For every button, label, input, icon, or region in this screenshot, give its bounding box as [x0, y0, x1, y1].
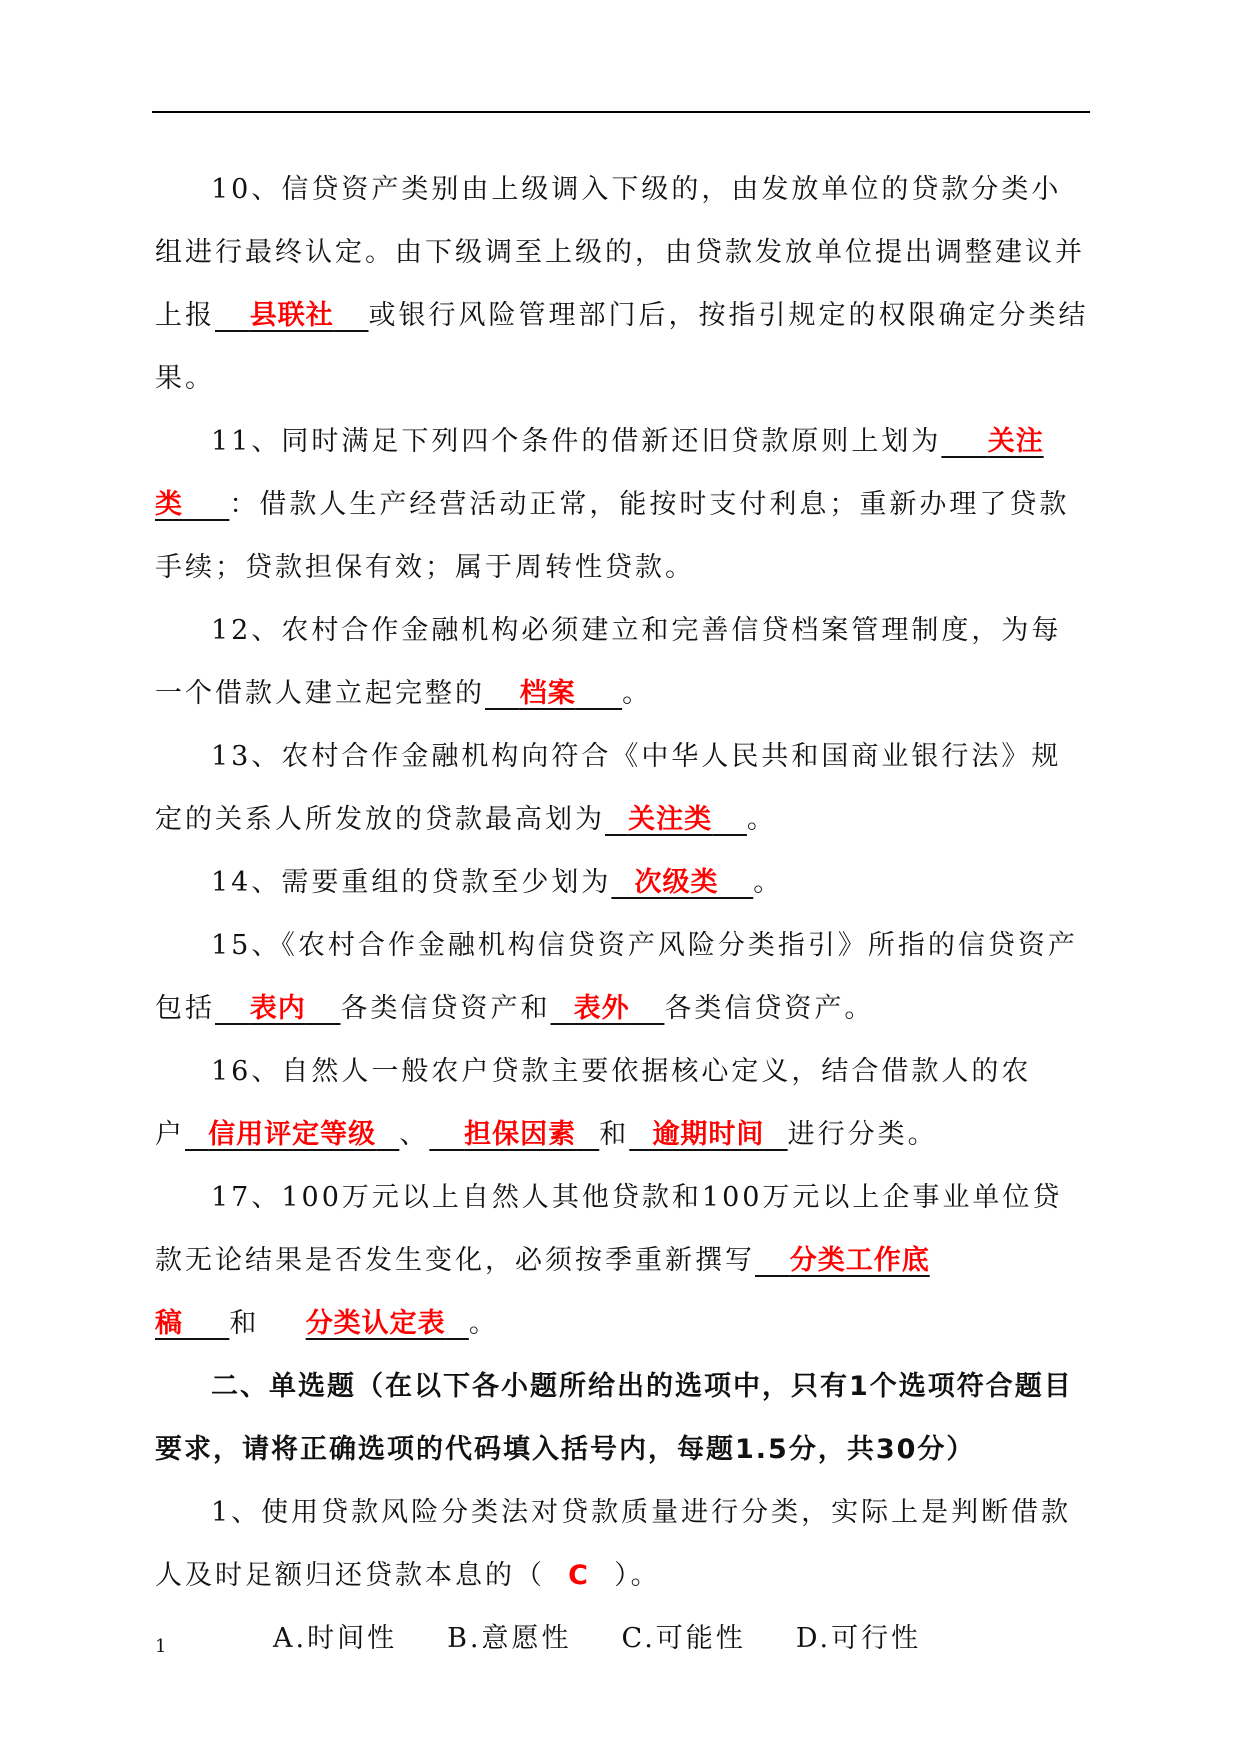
question-17 [155, 1166, 1090, 1355]
header-rule [152, 111, 1090, 113]
mc1-option-d: D.可行性 [795, 1623, 922, 1654]
q16-answer-2: 担保因素 [464, 1119, 577, 1150]
q16-text-c: 和 [599, 1119, 630, 1150]
document-body [155, 158, 1090, 1670]
q16-blank-1 [185, 1119, 399, 1150]
q12-answer: 档案 [519, 678, 576, 709]
mc1-text-a: 1、使用贷款风险分类法对贷款质量进行分类，实际上是判断借款人及时足额归还贷款本息的（ [155, 1497, 1072, 1591]
question-13 [155, 725, 1090, 851]
question-12 [155, 599, 1090, 725]
question-10 [155, 158, 1090, 410]
q11-answer: 关注类 [155, 426, 1044, 520]
question-16 [155, 1040, 1090, 1166]
q16-blank-2 [429, 1119, 599, 1150]
q15-text-c: 各类信贷资产。 [664, 993, 875, 1024]
q16-answer-1: 信用评定等级 [208, 1119, 377, 1150]
q13-answer: 关注类 [628, 804, 713, 835]
q11-text-a: 11、同时满足下列四个条件的借新还旧贷款原则上划为 [211, 426, 942, 457]
q10-text-a: 10、信贷资产类别由上级调入下级的，由发放单位的贷款分类小组进行最终认定。由下级调至上级的，由贷款发放单位提出调整建议并上报 [155, 174, 1085, 331]
q15-text-b: 各类信贷资产和 [340, 993, 551, 1024]
q12-blank [485, 678, 622, 709]
q14-text-a: 14、需要重组的贷款至少划为 [211, 867, 612, 898]
q15-blank-1 [215, 993, 341, 1024]
q16-answer-3: 逾期时间 [652, 1119, 765, 1150]
q17-answer-2: 分类认定表 [305, 1308, 446, 1339]
q14-answer: 次级类 [634, 867, 719, 898]
q13-text-a: 13、农村合作金融机构向符合《中华人民共和国商业银行法》规定的关系人所发放的贷款最高划为 [155, 741, 1062, 835]
q11-text-b: ：借款人生产经营活动正常，能按时支付利息；重新办理了贷款手续；贷款担保有效；属于周转性贷款。 [155, 489, 1070, 583]
q15-blank-2 [551, 993, 665, 1024]
q16-text-b: 、 [399, 1119, 430, 1150]
q10-blank [215, 300, 369, 331]
q16-text-d: 进行分类。 [787, 1119, 938, 1150]
q13-blank [605, 804, 747, 835]
question-11 [155, 410, 1090, 599]
q14-text-b: 。 [753, 867, 784, 898]
question-15 [155, 914, 1090, 1040]
question-14 [155, 851, 1090, 914]
q17-text-c: 。 [468, 1308, 499, 1339]
q10-text-b: 或银行风险管理部门后，按指引规定的权限确定分类结果。 [155, 300, 1089, 394]
q16-blank-3 [629, 1119, 787, 1150]
q17-blank-2 [306, 1308, 469, 1339]
q15-text-a: 15、《农村合作金融机构信贷资产风险分类指引》所指的信贷资产包括 [155, 930, 1078, 1024]
mc1-options [155, 1607, 1090, 1670]
q17-answer-1: 分类工作底稿 [155, 1245, 930, 1339]
q12-text-b: 。 [622, 678, 653, 709]
mc1-option-b: B.意愿性 [447, 1623, 572, 1654]
q15-answer-2: 表外 [573, 993, 630, 1024]
q10-answer: 县联社 [249, 300, 334, 331]
mc1-answer: C [568, 1560, 591, 1591]
q14-blank [611, 867, 753, 898]
mc-question-1 [155, 1481, 1090, 1607]
mc1-text-b: ）。 [614, 1560, 661, 1591]
q13-text-b: 。 [746, 804, 777, 835]
q12-text-a: 12、农村合作金融机构必须建立和完善信贷档案管理制度，为每一个借款人建立起完整的 [155, 615, 1062, 709]
mc1-option-a: A.时间性 [273, 1623, 398, 1654]
section-2-heading: 二、单选题（在以下各小题所给出的选项中，只有1个选项符合题目要求，请将正确选项的代码填入括号内，每题1.5分，共30分） [155, 1371, 1073, 1465]
q17-text-b: 和 [229, 1308, 260, 1339]
mc1-option-c: C.可能性 [621, 1623, 746, 1654]
q16-text-a: 16、自然人一般农户贷款主要依据核心定义，结合借款人的农户 [155, 1056, 1032, 1150]
page-number: 1 [155, 1636, 167, 1657]
q15-answer-1: 表内 [249, 993, 306, 1024]
q17-text-a: 17、100万元以上自然人其他贷款和100万元以上企事业单位贷款无论结果是否发生变化，必须按季重新撰写 [155, 1182, 1063, 1276]
